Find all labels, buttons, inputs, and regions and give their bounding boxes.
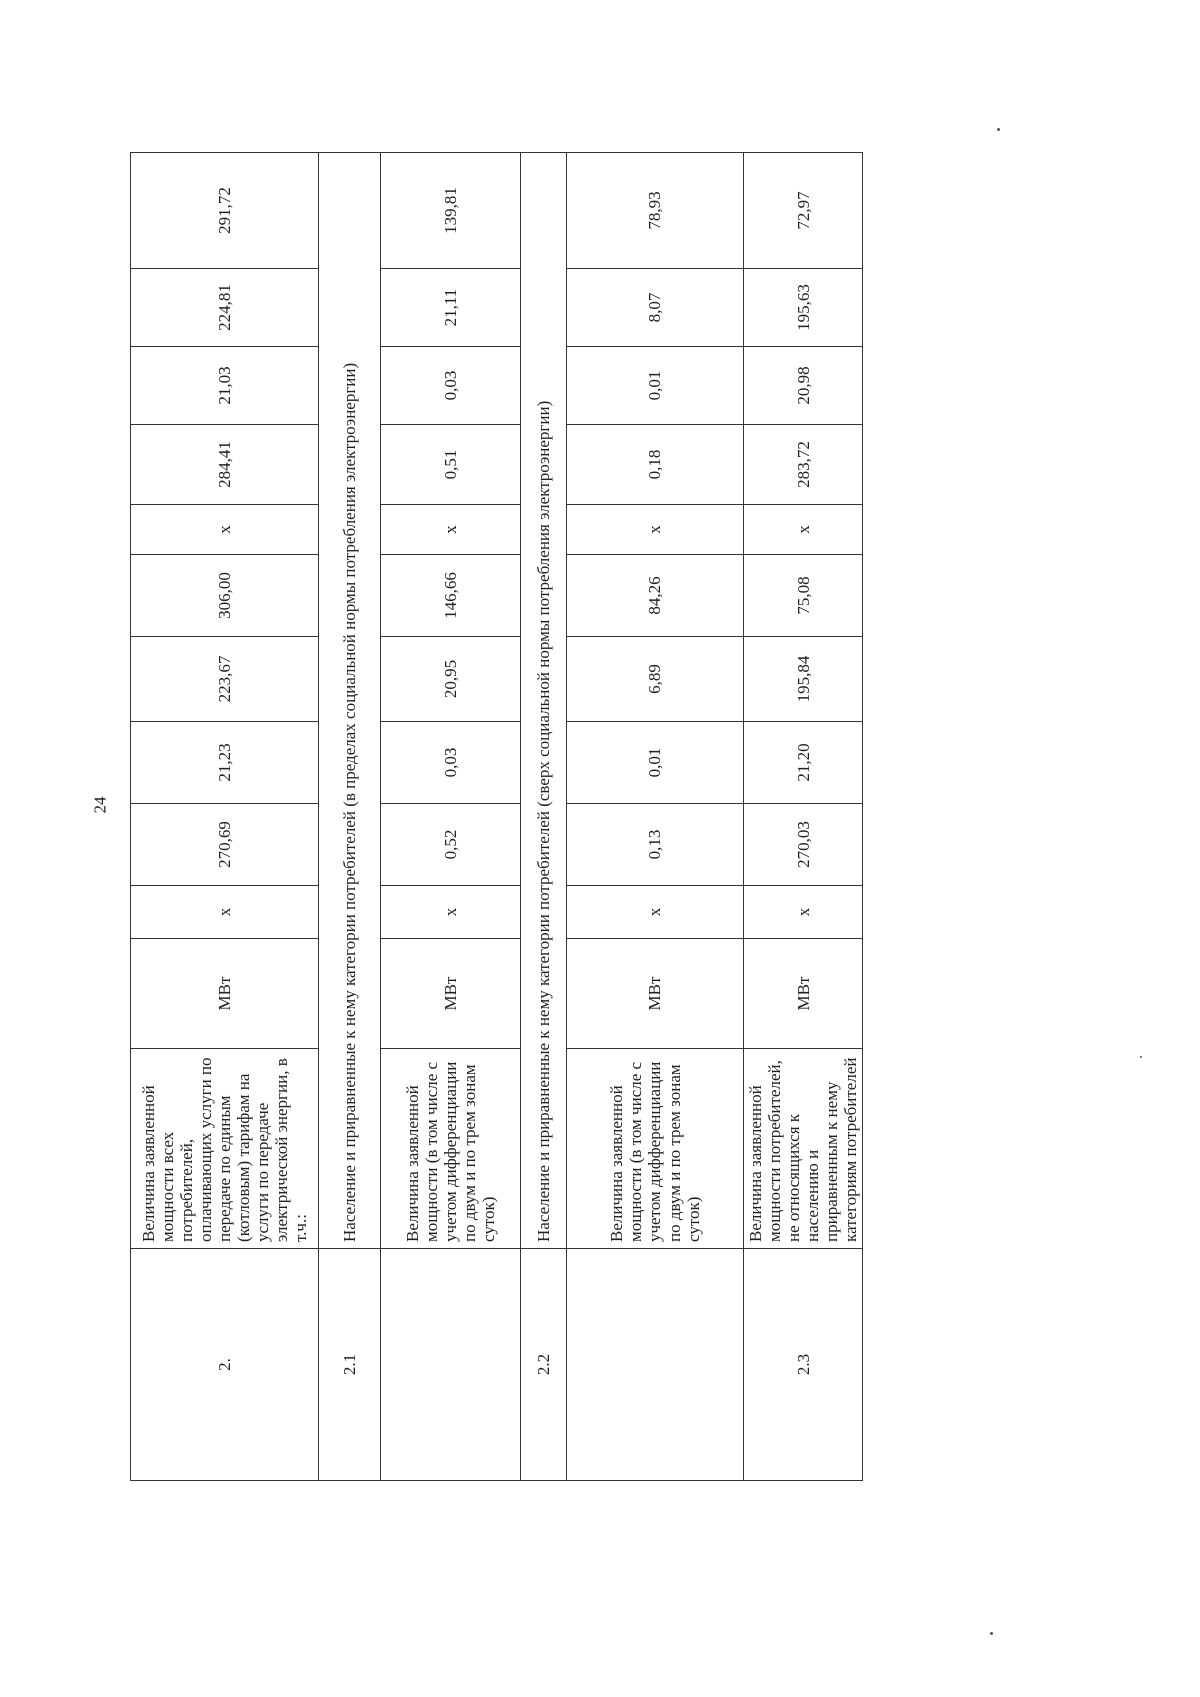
unit-cell: МВт: [744, 939, 863, 1049]
value-cell: 195,63: [744, 269, 863, 347]
value-cell: 270,69: [131, 804, 319, 886]
value-cell: 0,03: [381, 347, 521, 425]
section-title: Население и приравненные к нему категории потребителей (в пределах социальной нормы потребления электроэнергии): [319, 153, 381, 1249]
page-number: 24: [90, 796, 110, 814]
row-description: Величина заявленной мощности всех потребителей, оплачивающих услуги по передаче по единым (котловым) тарифам на услуги по передаче электрической энергии, в т.ч.:: [131, 1049, 319, 1249]
value-cell: 72,97: [744, 153, 863, 269]
table-row: [131, 153, 319, 1481]
scan-speck: [1140, 1056, 1142, 1058]
value-cell: x: [744, 505, 863, 555]
value-cell: 291,72: [131, 153, 319, 269]
value-cell: 21,23: [131, 722, 319, 804]
value-cell: 284,41: [131, 425, 319, 505]
value-cell: x: [131, 505, 319, 555]
value-cell: x: [744, 886, 863, 939]
row-index: 2.3: [744, 1249, 863, 1481]
value-cell: 223,67: [131, 637, 319, 722]
row-description: Величина заявленной мощности (в том числе с учетом дифференциации по двум и по трем зонам суток): [381, 1049, 521, 1249]
row-index-empty: [567, 1249, 744, 1481]
table-row: [567, 153, 744, 1481]
value-cell: 20,95: [381, 637, 521, 722]
table-row: [381, 153, 521, 1481]
row-index: 2.2: [521, 1249, 567, 1481]
value-cell: 0,51: [381, 425, 521, 505]
section-title: Население и приравненные к нему категории потребителей (сверх социальной нормы потребления электроэнергии): [521, 153, 567, 1249]
value-cell: x: [381, 505, 521, 555]
value-cell: x: [381, 886, 521, 939]
table-row: [744, 153, 863, 1481]
value-cell: 0,52: [381, 804, 521, 886]
value-cell: 84,26: [567, 555, 744, 637]
unit-cell: МВт: [131, 939, 319, 1049]
value-cell: 224,81: [131, 269, 319, 347]
scan-speck: [990, 1632, 993, 1635]
value-cell: 8,07: [567, 269, 744, 347]
value-cell: x: [567, 886, 744, 939]
value-cell: 283,72: [744, 425, 863, 505]
scan-speck: [997, 128, 1000, 131]
value-cell: 0,01: [567, 347, 744, 425]
value-cell: 0,18: [567, 425, 744, 505]
value-cell: 139,81: [381, 153, 521, 269]
row-index-empty: [381, 1249, 521, 1481]
rotated-table-frame: [130, 153, 861, 1481]
unit-cell: МВт: [567, 939, 744, 1049]
value-cell: 21,11: [381, 269, 521, 347]
value-cell: 78,93: [567, 153, 744, 269]
unit-cell: МВт: [381, 939, 521, 1049]
value-cell: 0,13: [567, 804, 744, 886]
value-cell: 0,03: [381, 722, 521, 804]
row-index: 2.1: [319, 1249, 381, 1481]
power-table: [130, 152, 863, 1481]
section-row: [521, 153, 567, 1481]
value-cell: 195,84: [744, 637, 863, 722]
value-cell: 306,00: [131, 555, 319, 637]
value-cell: 146,66: [381, 555, 521, 637]
value-cell: 270,03: [744, 804, 863, 886]
value-cell: x: [567, 505, 744, 555]
value-cell: 21,20: [744, 722, 863, 804]
value-cell: 75,08: [744, 555, 863, 637]
value-cell: 20,98: [744, 347, 863, 425]
value-cell: 21,03: [131, 347, 319, 425]
section-row: [319, 153, 381, 1481]
value-cell: 6,89: [567, 637, 744, 722]
row-description: Величина заявленной мощности потребителей, не относящихся к населению и приравненным к нему категориям потребителей: [744, 1049, 863, 1249]
value-cell: 0,01: [567, 722, 744, 804]
value-cell: x: [131, 886, 319, 939]
row-index: 2.: [131, 1249, 319, 1481]
row-description: Величина заявленной мощности (в том числе с учетом дифференциации по двум и по трем зонам суток): [567, 1049, 744, 1249]
